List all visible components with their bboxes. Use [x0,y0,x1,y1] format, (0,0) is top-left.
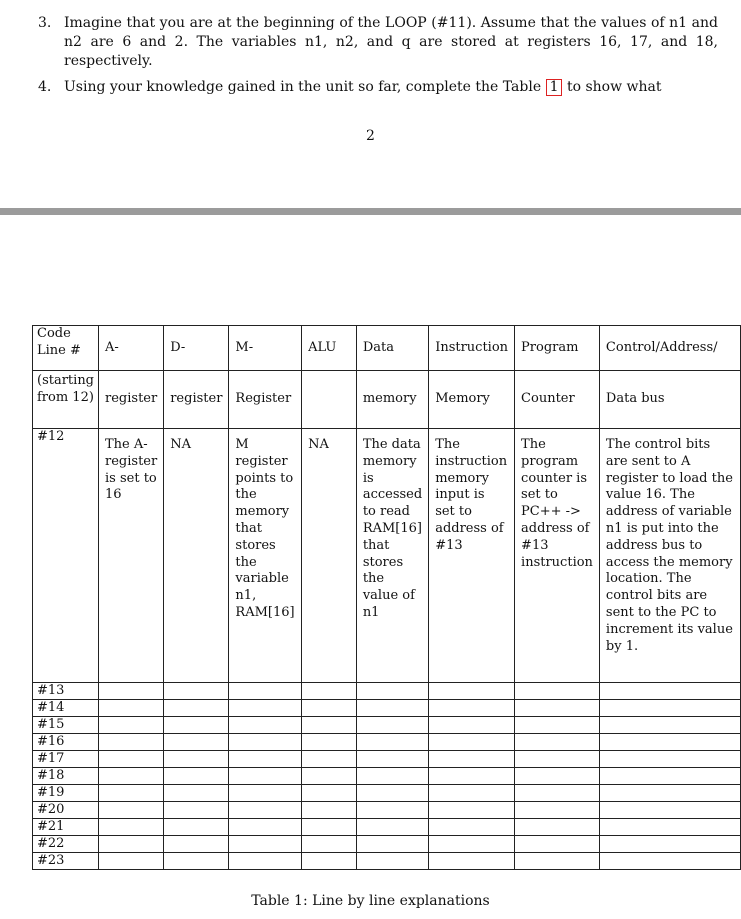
empty-cell[interactable] [229,717,302,734]
table-row [33,751,741,768]
empty-cell[interactable] [302,785,357,802]
header-cell: Control/Address/ [599,326,740,371]
header-cell: Instruction [429,326,515,371]
header-cell: D- [164,326,229,371]
empty-cell[interactable] [99,785,164,802]
empty-cell[interactable] [356,836,428,853]
table-row [33,734,741,751]
empty-cell[interactable] [164,700,229,717]
empty-cell[interactable] [164,768,229,785]
empty-cell[interactable] [164,802,229,819]
empty-cell[interactable] [164,751,229,768]
empty-cell[interactable] [99,700,164,717]
empty-cell[interactable] [515,700,600,717]
empty-cell[interactable] [599,819,740,836]
table-row [33,853,741,870]
empty-cell[interactable] [229,785,302,802]
table-row [33,717,741,734]
empty-cell[interactable] [164,819,229,836]
alu-cell: NA [302,429,357,683]
header-cell: register [164,371,229,429]
header-cell: Register [229,371,302,429]
empty-cell[interactable] [229,768,302,785]
empty-cell[interactable] [164,853,229,870]
a-register-cell: The A-register is set to 16 [99,429,164,683]
header-cell: Data bus [599,371,740,429]
empty-cell[interactable] [599,683,740,700]
empty-cell[interactable] [515,717,600,734]
empty-cell[interactable] [356,785,428,802]
empty-cell[interactable] [164,717,229,734]
table-row [33,802,741,819]
line-number-cell: #18 [33,768,99,785]
empty-cell[interactable] [229,683,302,700]
line-number-cell: #17 [33,751,99,768]
instruction-memory-cell: The instruction memory input is set to address of #13 [429,429,515,683]
empty-cell[interactable] [302,768,357,785]
line-number-cell: #15 [33,717,99,734]
header-cell: ALU [302,326,357,371]
question-list [38,14,718,104]
empty-cell[interactable] [515,802,600,819]
header-cell: Program [515,326,600,371]
header-cell: Code Line # [33,326,99,371]
header-cell: A- [99,326,164,371]
empty-cell[interactable] [164,683,229,700]
empty-cell[interactable] [356,683,428,700]
empty-cell[interactable] [99,768,164,785]
empty-cell[interactable] [599,785,740,802]
page-number: 2 [366,128,375,144]
empty-cell[interactable] [229,836,302,853]
empty-cell[interactable] [515,836,600,853]
table-caption: Table 1: Line by line explanations [251,893,490,909]
empty-cell[interactable] [302,836,357,853]
header-cell: (starting from 12) [33,371,99,429]
header-cell: M- [229,326,302,371]
empty-cell[interactable] [302,751,357,768]
empty-cell[interactable] [429,768,515,785]
table-row [33,683,741,700]
line-number-cell: #13 [33,683,99,700]
empty-cell[interactable] [429,836,515,853]
empty-cell[interactable] [599,836,740,853]
question-text-after: to show what [566,79,662,95]
empty-cell[interactable] [99,683,164,700]
empty-cell[interactable] [515,734,600,751]
empty-cell[interactable] [164,785,229,802]
empty-cell[interactable] [164,836,229,853]
header-cell: Memory [429,371,515,429]
empty-rows [33,683,741,870]
empty-cell[interactable] [599,751,740,768]
question-number: 4. [38,79,52,95]
table-row [33,768,741,785]
table-row [33,819,741,836]
table-row [33,700,741,717]
header-cell: Data [356,326,428,371]
empty-cell[interactable] [229,751,302,768]
empty-cell[interactable] [229,819,302,836]
empty-cell[interactable] [515,751,600,768]
empty-cell[interactable] [302,734,357,751]
header-cell: register [99,371,164,429]
line-number-cell: #23 [33,853,99,870]
empty-cell[interactable] [164,734,229,751]
line-number-cell: #22 [33,836,99,853]
empty-cell[interactable] [302,819,357,836]
empty-cell[interactable] [99,802,164,819]
table-row [33,785,741,802]
program-counter-cell: The program counter is set to PC++ -> address of #13 instruction [515,429,600,683]
table-reference-link[interactable]: 1 [546,79,563,96]
table-row [33,429,741,683]
header-cell [302,371,357,429]
header-cell: Counter [515,371,600,429]
line-number-cell: #14 [33,700,99,717]
empty-cell[interactable] [429,751,515,768]
empty-cell[interactable] [99,734,164,751]
empty-cell[interactable] [599,717,740,734]
data-memory-cell: The data memory is accessed to read RAM[16] that stores the value of n1 [356,429,428,683]
empty-cell[interactable] [429,785,515,802]
question-text [64,78,718,97]
empty-cell[interactable] [429,819,515,836]
empty-cell[interactable] [599,700,740,717]
empty-cell[interactable] [302,802,357,819]
empty-cell[interactable] [429,853,515,870]
empty-cell[interactable] [302,853,357,870]
line-number-cell: #21 [33,819,99,836]
m-register-cell: M register points to the memory that stores the variable n1, RAM[16] [229,429,302,683]
empty-cell[interactable] [356,717,428,734]
empty-cell[interactable] [99,819,164,836]
table-row [33,836,741,853]
empty-cell[interactable] [229,700,302,717]
empty-cell[interactable] [356,802,428,819]
empty-cell[interactable] [356,734,428,751]
page-divider [0,208,741,215]
empty-cell[interactable] [229,734,302,751]
empty-cell[interactable] [99,717,164,734]
empty-cell[interactable] [302,717,357,734]
question-text-before: Using your knowledge gained in the unit so far, complete the Table [64,79,542,95]
question-text: Imagine that you are at the beginning of the LOOP (#11). Assume that the values of n1 and n2 are 6 and 2. The variables n1, n2, and q are stored at registers 16, 17, and 18, respectively. [64,15,718,69]
question-number: 3. [38,15,52,31]
empty-cell[interactable] [356,853,428,870]
empty-cell[interactable] [99,836,164,853]
control-bus-cell: The control bits are sent to A register to load the value 16. The address of variable n1 is put into the address bus to access the memory location. The control bits are sent to the PC to increment its value by 1. [599,429,740,683]
empty-cell[interactable] [515,768,600,785]
empty-cell[interactable] [302,700,357,717]
empty-cell[interactable] [429,700,515,717]
empty-cell[interactable] [356,700,428,717]
empty-cell[interactable] [229,853,302,870]
empty-cell[interactable] [599,734,740,751]
line-number-cell: #20 [33,802,99,819]
empty-cell[interactable] [515,683,600,700]
line-number-cell: #19 [33,785,99,802]
empty-cell[interactable] [356,751,428,768]
empty-cell[interactable] [515,819,600,836]
line-number-cell: #16 [33,734,99,751]
empty-cell[interactable] [99,853,164,870]
header-row-bottom [33,371,741,429]
line-number-cell: #12 [33,429,99,683]
empty-cell[interactable] [515,853,600,870]
empty-cell[interactable] [429,734,515,751]
empty-cell[interactable] [599,853,740,870]
empty-cell[interactable] [429,717,515,734]
question-4 [38,78,718,97]
empty-cell[interactable] [356,768,428,785]
header-row-top [33,326,741,371]
empty-cell[interactable] [99,751,164,768]
line-explanation-table [32,325,741,870]
empty-cell[interactable] [229,802,302,819]
empty-cell[interactable] [599,768,740,785]
empty-cell[interactable] [429,683,515,700]
empty-cell[interactable] [599,802,740,819]
question-3 [38,14,718,71]
header-cell: memory [356,371,428,429]
empty-cell[interactable] [356,819,428,836]
d-register-cell: NA [164,429,229,683]
empty-cell[interactable] [429,802,515,819]
empty-cell[interactable] [302,683,357,700]
empty-cell[interactable] [515,785,600,802]
